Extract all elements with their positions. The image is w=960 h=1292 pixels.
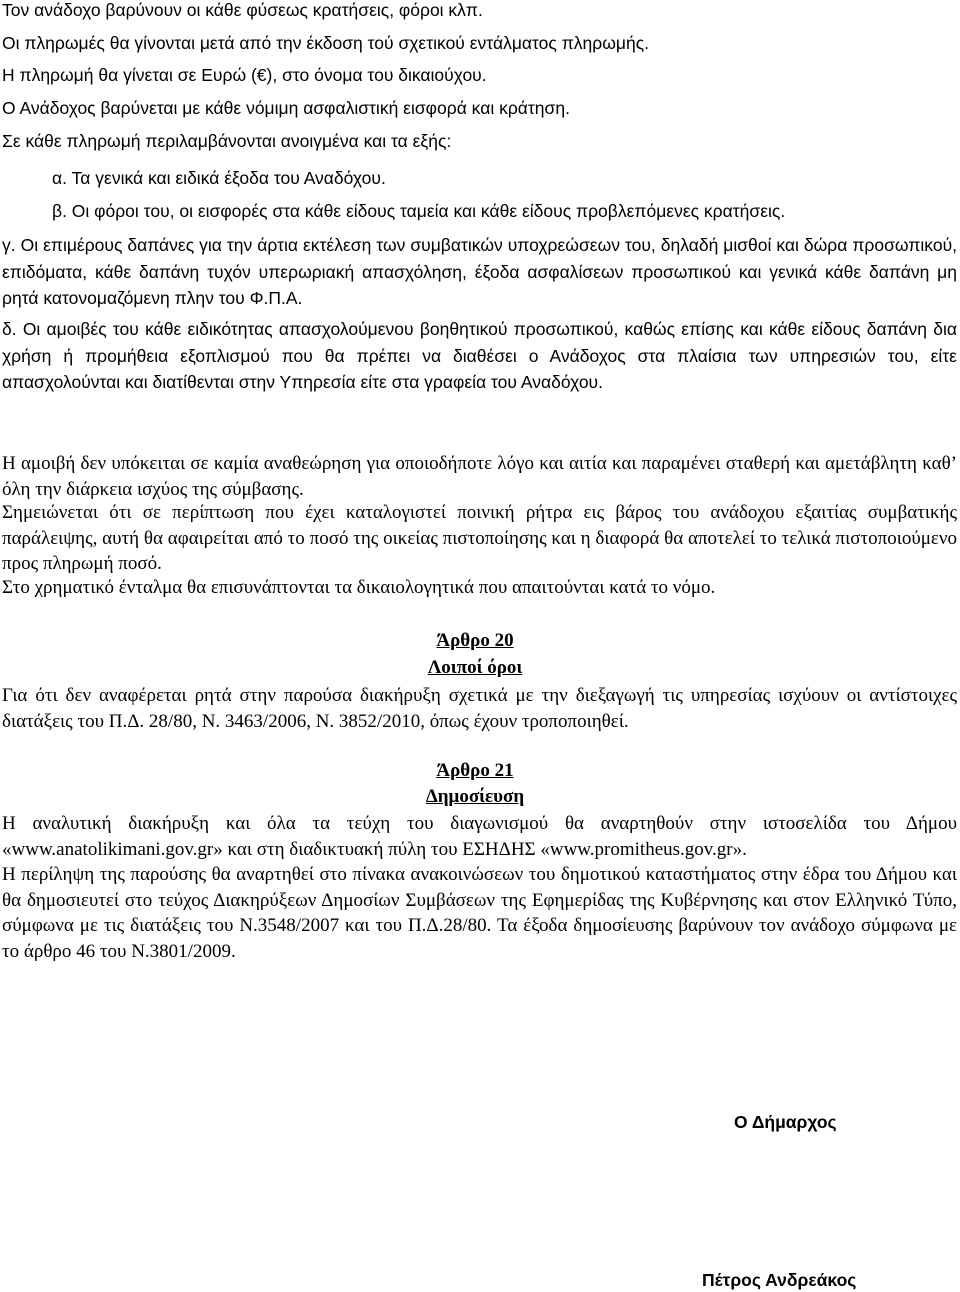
intro-line-5: Σε κάθε πληρωμή περιλαμβάνονται ανοιγμένα και τα εξής: (2, 131, 452, 151)
list-item-d: δ. Οι αμοιβές του κάθε ειδικότητας απασχολούμενου βοηθητικού προσωπικού, καθώς επίσης και κάθε είδους δαπάνη δια χρήση ή προμήθεια εξοπλισμού που θα πρέπει να διαθέσει ο Ανάδοχος στα πλαίσια των υπηρεσιών του, είτε απασχολούνται και διατίθενται στην Υπηρεσία είτε στα γραφεία του Αναδόχου. (2, 319, 957, 392)
list-item-c: γ. Οι επιμέρους δαπάνες για την άρτια εκτέλεση των συμβατικών υποχρεώσεων του, δηλαδή μισθοί και δώρα προσωπικού, επιδόματα, κάθε δαπάνη τυχόν υπερωριακή απασχόληση, έξοδα ασφαλίσεων προσωπικού και γενικά κάθε δαπάνη μη ρητά κατονομαζόμενη πλην του Φ.Π.Α. (2, 235, 957, 308)
paragraph-payment-order: Στο χρηματικό ένταλμα θα επισυνάπτονται τα δικαιολογητικά που απαιτούνται κατά το νόμο. (2, 577, 716, 598)
paragraph-no-revision: Η αμοιβή δεν υπόκειται σε καμία αναθεώρηση για οποιοδήποτε λόγο και αιτία και παραμένει σταθερή και αμετάβλητη καθ’ όλη την διάρκεια ισχύος της σύμβασης. (2, 453, 957, 500)
article-21-number: Άρθρο 21 (436, 760, 514, 781)
signature-title: Ο Δήμαρχος (734, 1112, 837, 1132)
article-21-paragraph-2: Η περίληψη της παρούσης θα αναρτηθεί στο πίνακα ανακοινώσεων του δημοτικού καταστήματος στην έδρα του Δήμου και θα δημοσιευτεί στο τεύχος Διακηρύξεων Δημοσίων Συμβάσεων της Εφημερίδας της Κυβέρνησης και στον Ελληνικό Τύπο, σύμφωνα με τις διατάξεις του Ν.3548/2007 και του Π.Δ.28/80. Τα έξοδα δημοσίευσης βαρύνουν τον ανάδοχο σύμφωνα με το άρθρο 46 του Ν.3801/2009. (2, 864, 957, 962)
intro-line-1: Τον ανάδοχο βαρύνουν οι κάθε φύσεως κρατήσεις, φόροι κλπ. (2, 0, 483, 20)
list-item-b: β. Οι φόροι του, οι εισφορές στα κάθε είδους ταμεία και κάθε είδους προβλεπόμενες κρατήσεις. (52, 201, 786, 221)
article-21-paragraph-1: Η αναλυτική διακήρυξη και όλα τα τεύχη του διαγωνισμού θα αναρτηθούν στην ιστοσελίδα του Δήμου «www.anatolikimani.gov.gr» και στη διαδικτυακή πύλη του ΕΣΗΔΗΣ «www.promitheus.gov.gr». (2, 813, 957, 860)
signature-name: Πέτρος Ανδρεάκος (702, 1270, 857, 1290)
list-item-a: α. Τα γενικά και ειδικά έξοδα του Αναδόχου. (52, 168, 386, 188)
article-20-title: Λοιποί όροι (427, 657, 523, 678)
intro-line-4: Ο Ανάδοχος βαρύνεται με κάθε νόμιμη ασφαλιστική εισφορά και κράτηση. (2, 98, 570, 118)
article-20-number: Άρθρο 20 (436, 630, 514, 651)
paragraph-penalty: Σημειώνεται ότι σε περίπτωση που έχει καταλογιστεί ποινική ρήτρα εις βάρος του ανάδοχου εξαιτίας συμβατικής παράλειψης, αυτή θα αφαιρείται από το ποσό της οικείας πιστοποίησης και η διαφορά θα αποτελεί το τελικά πιστοποιούμενο προς πληρωμή ποσό. (2, 502, 957, 574)
intro-line-3: Η πληρωμή θα γίνεται σε Ευρώ (€), στο όνομα του δικαιούχου. (2, 65, 487, 85)
article-21-title: Δημοσίευση (425, 786, 525, 807)
intro-line-2: Οι πληρωμές θα γίνονται μετά από την έκδοση τού σχετικού εντάλματος πληρωμής. (2, 33, 649, 53)
article-20-text: Για ότι δεν αναφέρεται ρητά στην παρούσα διακήρυξη σχετικά με την διεξαγωγή τις υπηρεσίας ισχύουν οι αντίστοιχες διατάξεις του Π.Δ. 28/80, Ν. 3463/2006, Ν. 3852/2010, όπως έχουν τροποποιηθεί. (2, 685, 957, 732)
